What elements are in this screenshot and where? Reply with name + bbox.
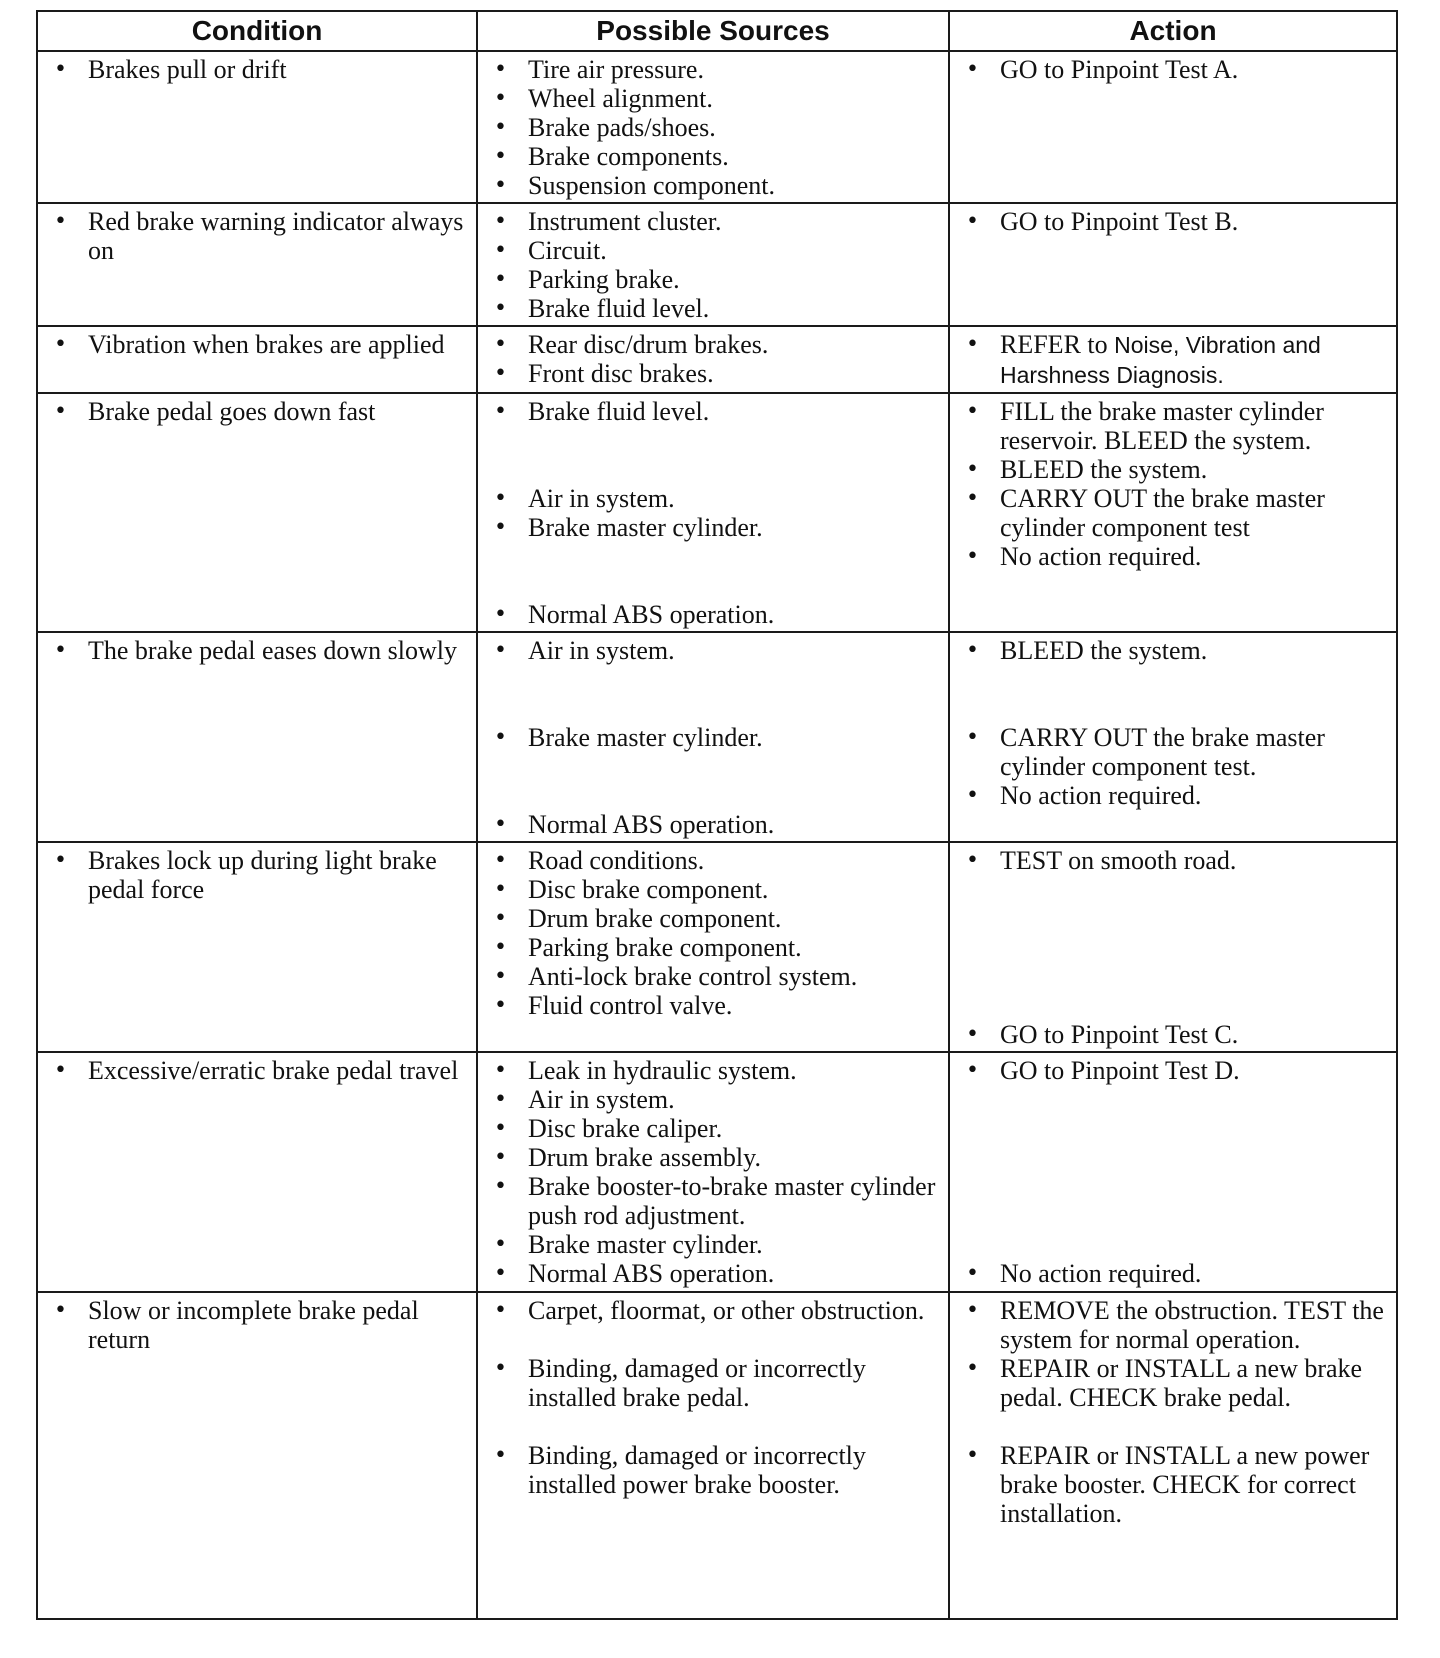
condition-cell [37, 1292, 477, 1619]
source-item: • Suspension component. [484, 171, 942, 200]
source-item: • Carpet, floormat, or other obstruction. [484, 1296, 942, 1325]
action-cell [949, 393, 1397, 632]
condition-text: • Brakes lock up during light brake pedal force [44, 846, 470, 904]
condition-cell [37, 203, 477, 326]
source-item: • Parking brake. [484, 265, 942, 294]
source-item: • Wheel alignment. [484, 84, 942, 113]
source-item: • Air in system. [484, 636, 942, 665]
source-item: • Brake master cylinder. [484, 1230, 942, 1259]
table-row [37, 1052, 1397, 1292]
condition-cell [37, 632, 477, 842]
table-row [37, 1292, 1397, 1619]
source-item: • Parking brake component. [484, 933, 942, 962]
action-item: • FILL the brake master cylinder reservoir. BLEED the system. [956, 397, 1390, 455]
source-item: • Tire air pressure. [484, 55, 942, 84]
action-item: • BLEED the system. [956, 455, 1390, 484]
condition-text: • The brake pedal eases down slowly [44, 636, 470, 665]
source-item: • Disc brake component. [484, 875, 942, 904]
action-cell [949, 1292, 1397, 1619]
table-row [37, 326, 1397, 393]
condition-cell [37, 326, 477, 393]
diagnosis-sheet [36, 10, 1398, 1620]
source-item: • Brake master cylinder. [484, 723, 942, 752]
action-cell [949, 632, 1397, 842]
action-item: • GO to Pinpoint Test D. [956, 1056, 1390, 1085]
action-item: • No action required. [956, 1259, 1390, 1288]
condition-text: • Vibration when brakes are applied [44, 330, 470, 359]
table-row [37, 393, 1397, 632]
action-item: • GO to Pinpoint Test A. [956, 55, 1390, 84]
sources-cell [477, 1052, 949, 1292]
action-item: • GO to Pinpoint Test B. [956, 207, 1390, 236]
header-action: Action [949, 11, 1397, 51]
action-item: • BLEED the system. [956, 636, 1390, 665]
source-item: • Brake pads/shoes. [484, 113, 942, 142]
source-item: • Rear disc/drum brakes. [484, 330, 942, 359]
table-row [37, 842, 1397, 1052]
source-item: • Normal ABS operation. [484, 810, 942, 839]
source-item: • Air in system. [484, 484, 942, 513]
source-item: • Drum brake component. [484, 904, 942, 933]
condition-text: • Brakes pull or drift [44, 55, 470, 84]
action-cell [949, 203, 1397, 326]
sources-cell [477, 203, 949, 326]
header-row [37, 11, 1397, 51]
source-item: • Brake fluid level. [484, 294, 942, 323]
header-condition: Condition [37, 11, 477, 51]
source-item: • Brake components. [484, 142, 942, 171]
action-item: • TEST on smooth road. [956, 846, 1390, 875]
condition-cell [37, 51, 477, 203]
action-cell [949, 51, 1397, 203]
refer-link[interactable]: Noise, Vibration and Harshness Diagnosis. [1000, 332, 1321, 388]
source-item: • Front disc brakes. [484, 359, 942, 388]
source-item: • Anti-lock brake control system. [484, 962, 942, 991]
source-item: • Brake fluid level. [484, 397, 942, 426]
table-row [37, 632, 1397, 842]
sources-cell [477, 842, 949, 1052]
condition-cell [37, 393, 477, 632]
source-item: • Circuit. [484, 236, 942, 265]
header-possible-sources: Possible Sources [477, 11, 949, 51]
symptom-chart-table [36, 10, 1398, 1620]
source-item: • Drum brake assembly. [484, 1143, 942, 1172]
condition-text: • Brake pedal goes down fast [44, 397, 470, 426]
sources-cell [477, 326, 949, 393]
source-item: • Air in system. [484, 1085, 942, 1114]
action-item: • REMOVE the obstruction. TEST the system for normal operation. [956, 1296, 1390, 1354]
source-item: • Binding, damaged or incorrectly installed power brake booster. [484, 1441, 942, 1499]
condition-cell [37, 1052, 477, 1292]
condition-text: • Slow or incomplete brake pedal return [44, 1296, 470, 1354]
table-row [37, 51, 1397, 203]
source-item: • Normal ABS operation. [484, 600, 942, 629]
condition-text: • Excessive/erratic brake pedal travel [44, 1056, 470, 1085]
sources-cell [477, 632, 949, 842]
action-item: • REPAIR or INSTALL a new power brake booster. CHECK for correct installation. [956, 1441, 1390, 1528]
sources-cell [477, 1292, 949, 1619]
condition-cell [37, 842, 477, 1052]
source-item: • Binding, damaged or incorrectly installed brake pedal. [484, 1354, 942, 1412]
action-item: • CARRY OUT the brake master cylinder component test. [956, 723, 1390, 781]
action-item [956, 330, 1390, 390]
action-refer-text: REFER to [1000, 330, 1108, 359]
source-item: • Fluid control valve. [484, 991, 942, 1020]
action-cell [949, 1052, 1397, 1292]
action-item: • GO to Pinpoint Test C. [956, 1020, 1390, 1049]
source-item: • Disc brake caliper. [484, 1114, 942, 1143]
action-item: • No action required. [956, 781, 1390, 810]
action-item: • No action required. [956, 542, 1390, 571]
sources-cell [477, 51, 949, 203]
source-item: • Road conditions. [484, 846, 942, 875]
source-item: • Instrument cluster. [484, 207, 942, 236]
table-row [37, 203, 1397, 326]
sources-cell [477, 393, 949, 632]
action-cell [949, 326, 1397, 393]
condition-text: • Red brake warning indicator always on [44, 207, 470, 265]
source-item: • Leak in hydraulic system. [484, 1056, 942, 1085]
action-item: • CARRY OUT the brake master cylinder component test [956, 484, 1390, 542]
action-item: • REPAIR or INSTALL a new brake pedal. CHECK brake pedal. [956, 1354, 1390, 1412]
source-item: • Normal ABS operation. [484, 1259, 942, 1288]
source-item: • Brake booster-to-brake master cylinder push rod adjustment. [484, 1172, 942, 1230]
source-item: • Brake master cylinder. [484, 513, 942, 542]
action-cell [949, 842, 1397, 1052]
